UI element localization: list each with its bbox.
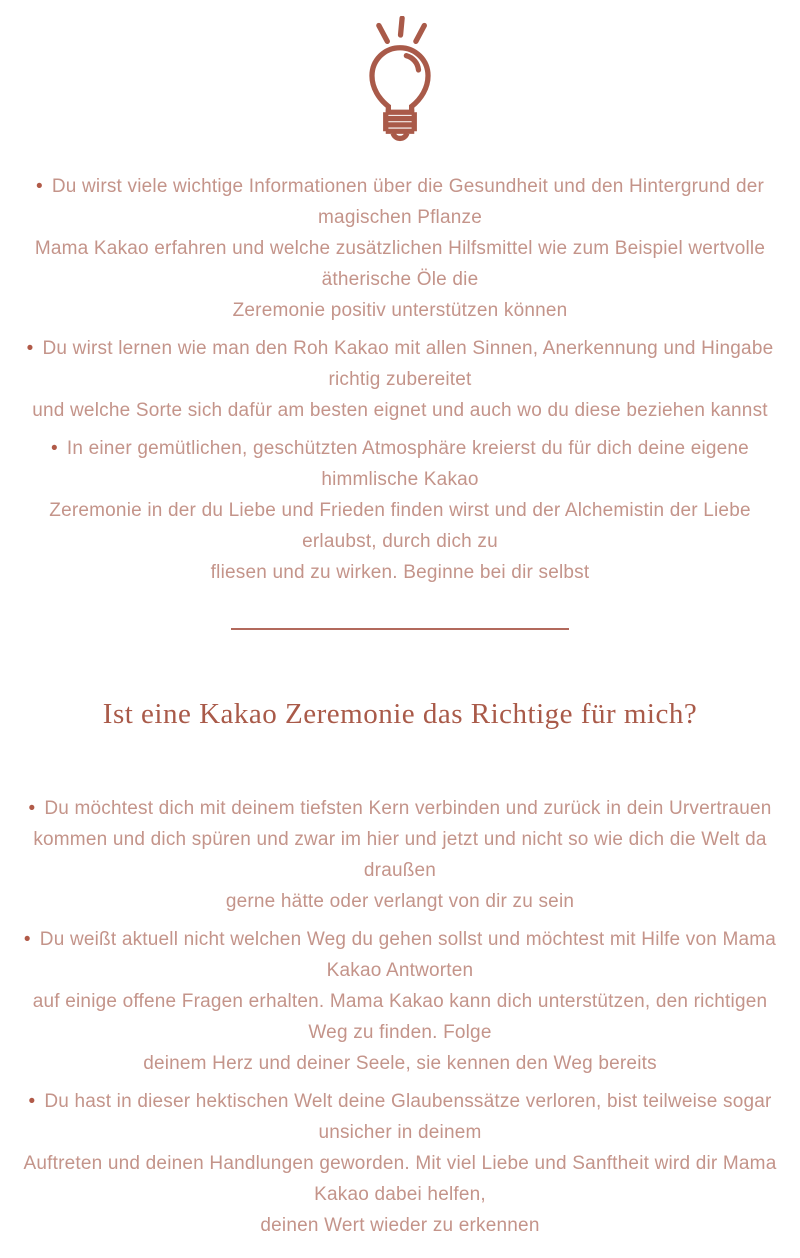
intro-bullet-list bbox=[20, 171, 780, 588]
bullet-dot-icon: • bbox=[28, 798, 36, 819]
bullet-item bbox=[20, 171, 780, 326]
bullet-item bbox=[20, 1086, 780, 1241]
bullet-item bbox=[20, 924, 780, 1079]
bullet-text: Du wirst lernen wie man den Roh Kakao mit allen Sinnen, Anerkennung und Hingabe richtig zubereitet und welche Sorte sich dafür am besten eignet und auch wo du diese beziehen kannst bbox=[32, 338, 774, 421]
bullet-dot-icon: • bbox=[35, 176, 43, 197]
fit-bullet-list bbox=[20, 793, 780, 1241]
bullet-text: Du weißt aktuell nicht welchen Weg du gehen sollst und möchtest mit Hilfe von Mama Kakao Antworten auf einige offene Fragen erhalten. Mama Kakao kann dich unterstützen, den richtigen Weg zu finden. Folge deinem Herz und deiner Seele, sie kennen den Weg bereits bbox=[32, 929, 777, 1074]
lightbulb-icon bbox=[20, 16, 780, 145]
bullet-text: In einer gemütlichen, geschützten Atmosphäre kreierst du für dich deine eigene himmlische Kakao Zeremonie in der du Liebe und Frieden finden wirst und der Alchemistin der Liebe erlaubst, durch dich zu fliesen und zu wirken. Beginne bei dir selbst bbox=[49, 438, 751, 583]
bullet-item bbox=[20, 333, 780, 426]
bullet-dot-icon: • bbox=[28, 1091, 36, 1112]
bullet-dot-icon: • bbox=[23, 929, 31, 950]
bullet-dot-icon: • bbox=[26, 338, 34, 359]
bullet-text: Du wirst viele wichtige Informationen über die Gesundheit und den Hintergrund der magischen Pflanze Mama Kakao erfahren und welche zusätzlichen Hilfsmittel wie zum Beispiel wertvolle ätherische Öle die Zeremonie positiv unterstützen können bbox=[34, 176, 766, 321]
section-heading: Ist eine Kakao Zeremonie das Richtige für mich? bbox=[102, 698, 698, 730]
bullet-text: Du möchtest dich mit deinem tiefsten Kern verbinden und zurück in dein Urvertrauen kommen und dich spüren und zwar im hier und jetzt und nicht so wie dich die Welt da draußen gerne hätte oder verlangt von dir zu sein bbox=[33, 798, 772, 912]
bullet-item bbox=[20, 433, 780, 588]
bullet-text: Du hast in dieser hektischen Welt deine Glaubenssätze verloren, bist teilweise sogar unsicher in deinem Auftreten und deinen Handlungen geworden. Mit viel Liebe und Sanftheit wird dir Mama Kakao dabei helfen, deinen Wert wieder zu erkennen bbox=[23, 1091, 777, 1236]
bullet-item bbox=[20, 793, 780, 917]
bullet-dot-icon: • bbox=[51, 438, 58, 459]
section-divider bbox=[231, 628, 569, 630]
